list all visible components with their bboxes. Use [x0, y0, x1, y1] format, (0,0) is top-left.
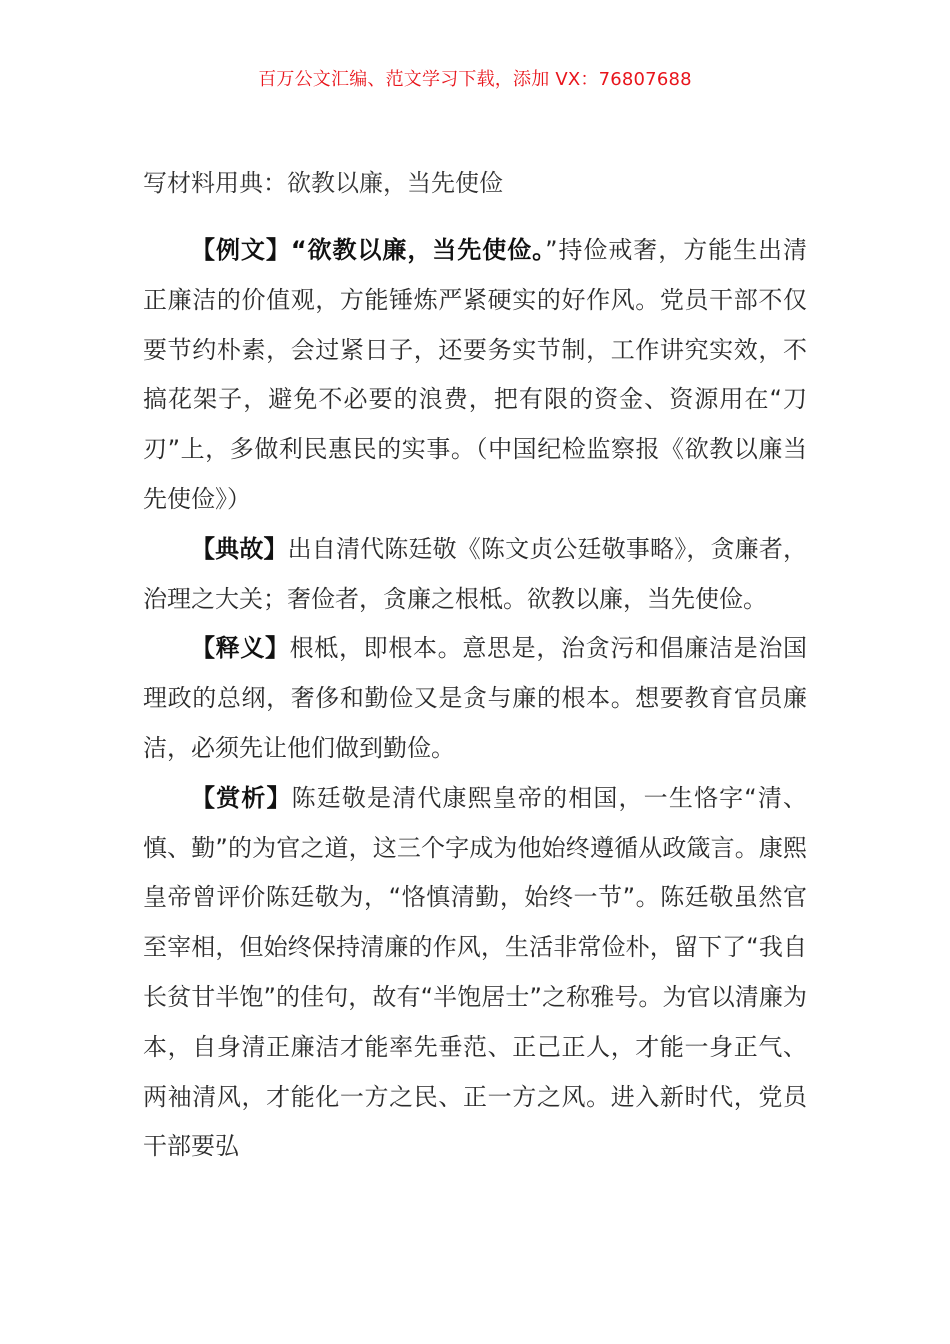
meaning-text: 根柢，即根本。意思是，治贪污和倡廉洁是治国理政的总纲，奢侈和勤俭又是贪与廉的根本。想要教育官员廉洁，必须先让他们做到勤俭。 [143, 634, 808, 762]
example-tag: 【例文】 [191, 236, 291, 264]
document-title: 写材料用典：欲教以廉，当先使俭 [143, 169, 503, 197]
analysis-text: 陈廷敬是清代康熙皇帝的相国，一生恪字“清、慎、勤”的为官之道，这三个字成为他始终遵循从政箴言。康熙皇帝曾评价陈廷敬为，“恪慎清勤，始终一节”。陈廷敬虽然官至宰相，但始终保持清廉的作风，生活非常俭朴，留下了“我自长贫甘半饱”的佳句，故有“半饱居士”之称雅号。为官以清廉为本，自身清正廉洁才能率先垂范、正己正人，才能一身正气、两袖清风，才能化一方之民、正一方之风。进入新时代，党员干部要弘 [143, 783, 807, 1161]
example-quote: “欲教以廉，当先使俭。 [290, 236, 546, 264]
allusion-tag: 【典故】 [191, 534, 288, 563]
example-text: ”持俭戒奢，方能生出清正廉洁的价值观，方能锤炼严紧硬实的好作风。党员干部不仅要节约朴素，会过紧日子，还要务实节制，工作讲究实效，不搞花架子，避免不必要的浪费，把有限的资金、资源用在“刀刃”上，多做利民惠民的实事。（中国纪检监察报《欲教以廉当先使俭》） [143, 236, 808, 513]
meaning-tag: 【释义】 [191, 634, 290, 663]
allusion-paragraph [143, 525, 807, 625]
analysis-tag: 【赏析】 [191, 783, 292, 812]
document-body [143, 226, 807, 1172]
allusion-text: 出自清代陈廷敬《陈文贞公廷敬事略》，贪廉者，治理之大关；奢俭者，贪廉之根柢。欲教以廉，当先使俭。 [143, 534, 807, 613]
example-paragraph [143, 226, 807, 525]
analysis-paragraph [143, 774, 807, 1172]
meaning-paragraph [143, 624, 807, 773]
promo-banner: 百万公文汇编、范文学习下载，添加 VX：76807688 [258, 69, 692, 90]
